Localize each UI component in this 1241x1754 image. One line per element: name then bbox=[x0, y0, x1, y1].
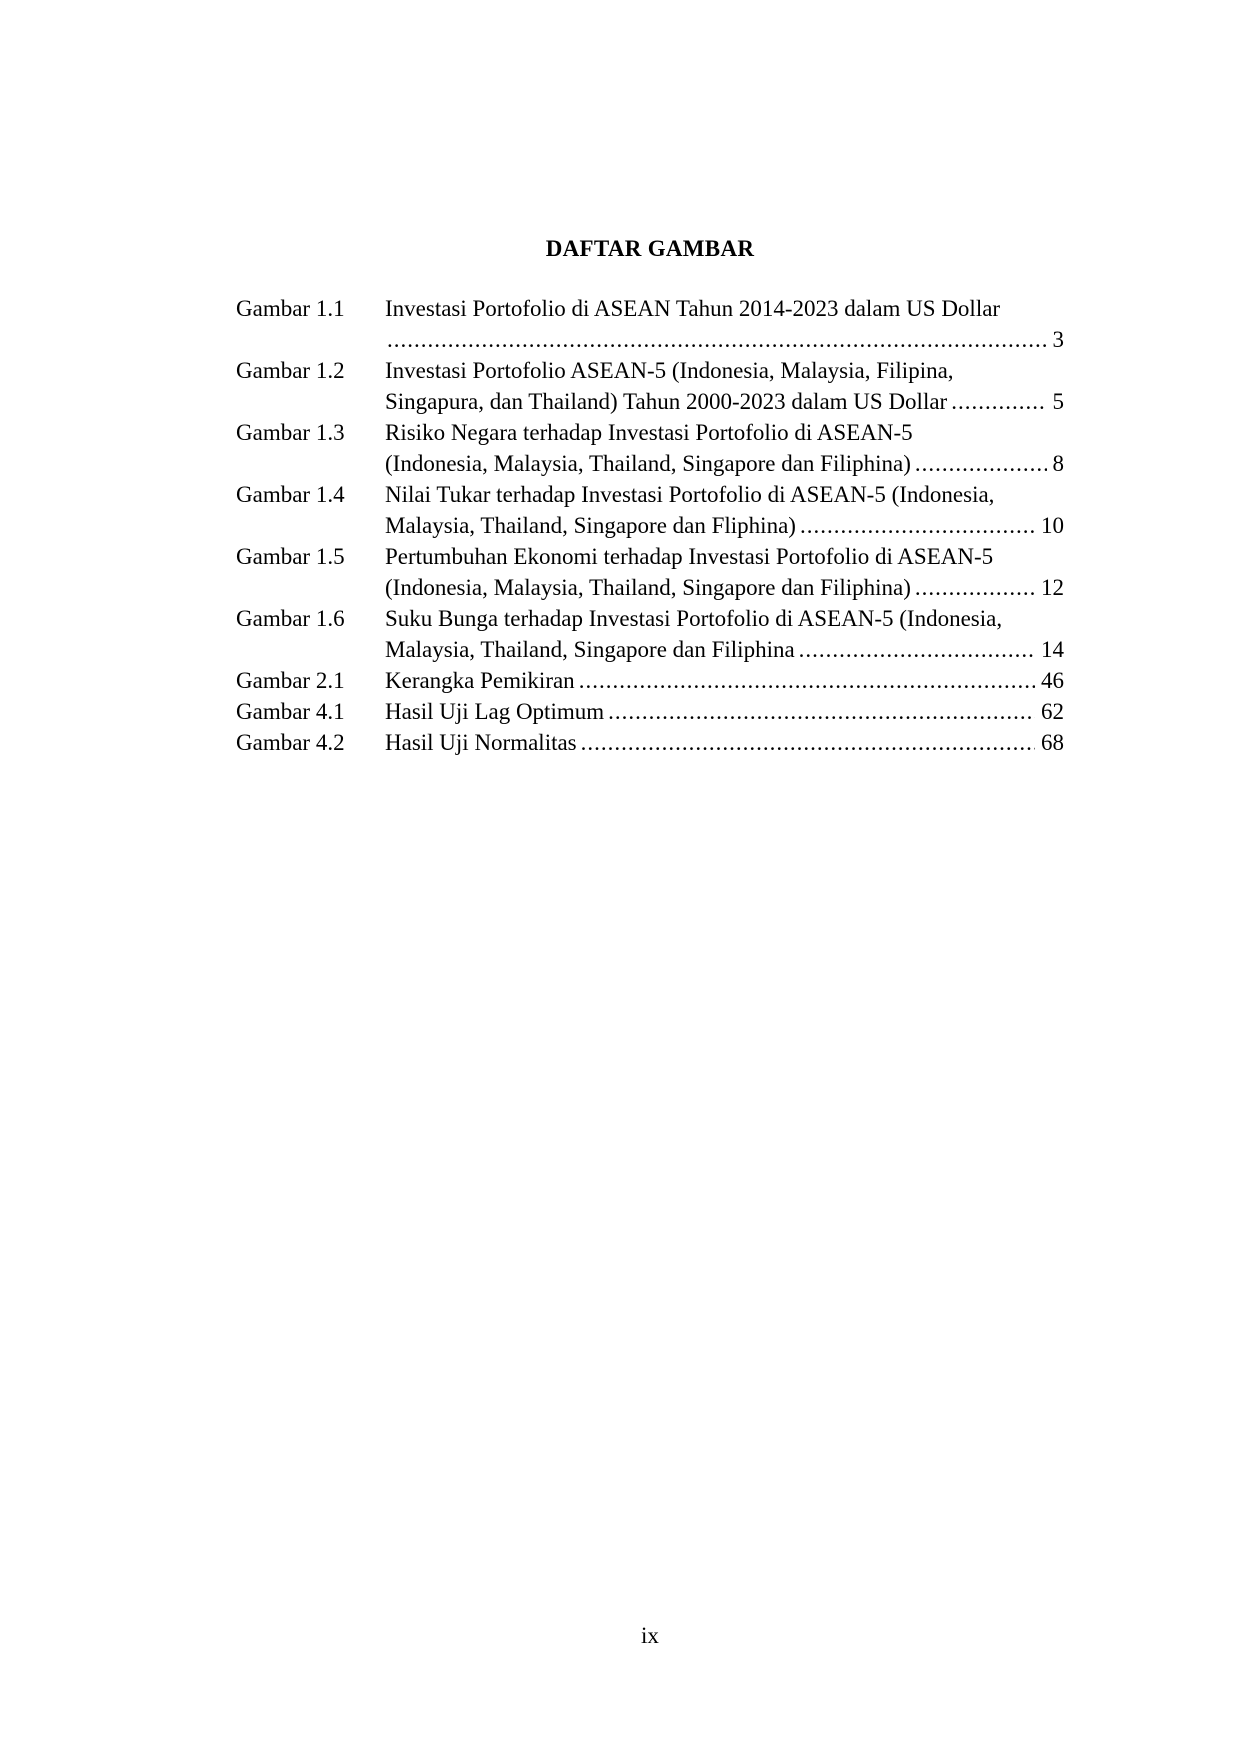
figure-entry-1-6[interactable] bbox=[236, 603, 1064, 665]
figure-label: Gambar 4.1 bbox=[236, 699, 345, 724]
dot-leader bbox=[951, 386, 1046, 417]
dot-leader bbox=[915, 572, 1035, 603]
figure-page-number: 10 bbox=[1041, 513, 1064, 538]
figure-title-line: Risiko Negara terhadap Investasi Portofolio di ASEAN-5 bbox=[385, 420, 913, 445]
page-title: DAFTAR GAMBAR bbox=[545, 236, 755, 261]
figure-title-last: (Indonesia, Malaysia, Thailand, Singapore dan Filiphina) bbox=[385, 451, 911, 476]
figure-title-last: Malaysia, Thailand, Singapore dan Fliphina) bbox=[385, 513, 796, 538]
figure-body bbox=[385, 696, 1064, 727]
figure-title-last: (Indonesia, Malaysia, Thailand, Singapore dan Filiphina) bbox=[385, 575, 911, 600]
figure-body bbox=[385, 355, 1064, 417]
figure-entry-2-1[interactable] bbox=[236, 665, 1064, 696]
figure-last-line bbox=[385, 665, 1064, 696]
figure-page-number: 14 bbox=[1041, 637, 1064, 662]
figure-label: Gambar 1.1 bbox=[236, 296, 345, 321]
figure-body bbox=[385, 541, 1064, 603]
figure-page-number: 68 bbox=[1041, 730, 1064, 755]
figure-body bbox=[385, 417, 1064, 479]
figure-entry-4-2[interactable] bbox=[236, 727, 1064, 758]
figure-title-line: Investasi Portofolio di ASEAN Tahun 2014-2023 dalam US Dollar bbox=[385, 296, 1001, 321]
figure-body bbox=[385, 293, 1064, 355]
figure-label: Gambar 2.1 bbox=[236, 668, 345, 693]
figure-page-number: 8 bbox=[1052, 451, 1064, 476]
figure-title-line: Investasi Portofolio ASEAN-5 (Indonesia, Malaysia, Filipina, bbox=[385, 358, 954, 383]
figure-title-last: Singapura, dan Thailand) Tahun 2000-2023 dalam US Dollar bbox=[385, 389, 948, 414]
figure-title-line: Pertumbuhan Ekonomi terhadap Investasi Portofolio di ASEAN-5 bbox=[385, 544, 994, 569]
figure-page-number: 3 bbox=[1052, 327, 1064, 352]
figure-body bbox=[385, 665, 1064, 696]
figure-last-line bbox=[385, 572, 1064, 603]
dot-leader bbox=[387, 324, 1047, 355]
figure-label: Gambar 1.6 bbox=[236, 606, 345, 631]
figure-page-number: 12 bbox=[1041, 575, 1064, 600]
figure-last-line bbox=[385, 448, 1064, 479]
figure-page-number: 62 bbox=[1041, 699, 1064, 724]
figure-list bbox=[236, 293, 1064, 758]
figure-label: Gambar 1.2 bbox=[236, 358, 345, 383]
figure-label: Gambar 4.2 bbox=[236, 730, 345, 755]
figure-entry-1-1[interactable] bbox=[236, 293, 1064, 355]
figure-title-last: Malaysia, Thailand, Singapore dan Filiphina bbox=[385, 637, 795, 662]
figure-title-line: Nilai Tukar terhadap Investasi Portofolio di ASEAN-5 (Indonesia, bbox=[385, 482, 995, 507]
figure-label: Gambar 1.3 bbox=[236, 420, 345, 445]
dot-leader bbox=[579, 665, 1035, 696]
figure-entry-1-4[interactable] bbox=[236, 479, 1064, 541]
dot-leader bbox=[608, 696, 1035, 727]
figure-last-line bbox=[385, 696, 1064, 727]
figure-title-last: Hasil Uji Normalitas bbox=[385, 730, 577, 755]
figure-page-number: 5 bbox=[1052, 389, 1064, 414]
figure-entry-1-2[interactable] bbox=[236, 355, 1064, 417]
figure-entry-1-3[interactable] bbox=[236, 417, 1064, 479]
figure-last-line bbox=[385, 386, 1064, 417]
figure-last-line bbox=[385, 634, 1064, 665]
figure-label: Gambar 1.5 bbox=[236, 544, 345, 569]
figure-body bbox=[385, 603, 1064, 665]
figure-body bbox=[385, 727, 1064, 758]
page-number: ix bbox=[641, 1623, 659, 1648]
dot-leader bbox=[800, 510, 1035, 541]
figure-last-line bbox=[385, 727, 1064, 758]
figure-page-number: 46 bbox=[1041, 668, 1064, 693]
dot-leader bbox=[581, 727, 1035, 758]
figure-label: Gambar 1.4 bbox=[236, 482, 345, 507]
figure-last-line bbox=[385, 324, 1064, 355]
figure-title-line: Suku Bunga terhadap Investasi Portofolio di ASEAN-5 (Indonesia, bbox=[385, 606, 1003, 631]
figure-entry-4-1[interactable] bbox=[236, 696, 1064, 727]
figure-last-line bbox=[385, 510, 1064, 541]
dot-leader bbox=[915, 448, 1047, 479]
figure-body bbox=[385, 479, 1064, 541]
figure-title-last: Kerangka Pemikiran bbox=[385, 668, 575, 693]
dot-leader bbox=[799, 634, 1035, 665]
figure-entry-1-5[interactable] bbox=[236, 541, 1064, 603]
figure-title-last: Hasil Uji Lag Optimum bbox=[385, 699, 605, 724]
